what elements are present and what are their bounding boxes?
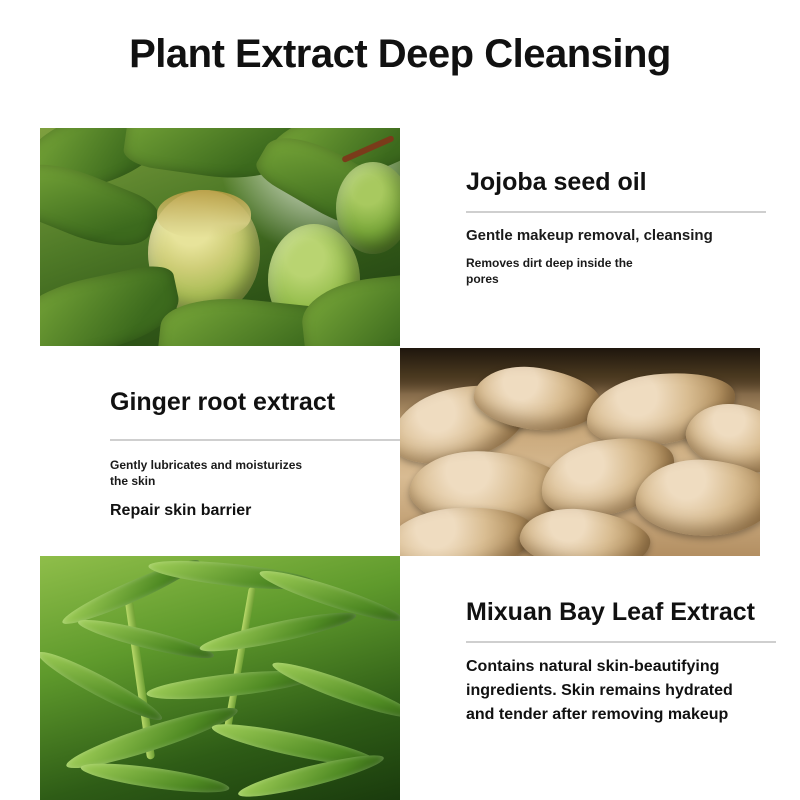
bayleaf-line-1: Contains natural skin-beautifying ingredients. Skin remains hydrated and tender after removing makeup [466,657,733,723]
ginger-root-photo [400,348,760,556]
jojoba-line-1: Gentle makeup removal, cleansing [466,226,713,244]
ginger-photo-art [400,348,760,556]
page-title: Plant Extract Deep Cleansing [129,32,671,76]
rosemary-plant-photo [40,556,400,800]
rosemary-photo-art [40,556,400,800]
jojoba-heading: Jojoba seed oil [466,168,647,196]
jojoba-photo-art [40,128,400,346]
ginger-line-1: Gently lubricates and moisturizes the skin [110,457,303,488]
divider [466,641,776,643]
ginger-text-block [110,388,400,523]
jojoba-text-block [466,168,766,287]
jojoba-line-2: Removes dirt deep inside the pores [466,255,633,286]
jojoba-fruit-photo [40,128,400,346]
divider [110,439,400,441]
divider [466,211,766,213]
bayleaf-text-block [466,598,776,727]
berry-cap [157,190,251,238]
ginger-heading: Ginger root extract [110,388,336,416]
bayleaf-heading: Mixuan Bay Leaf Extract [466,598,755,626]
ginger-line-2: Repair skin barrier [110,502,252,520]
